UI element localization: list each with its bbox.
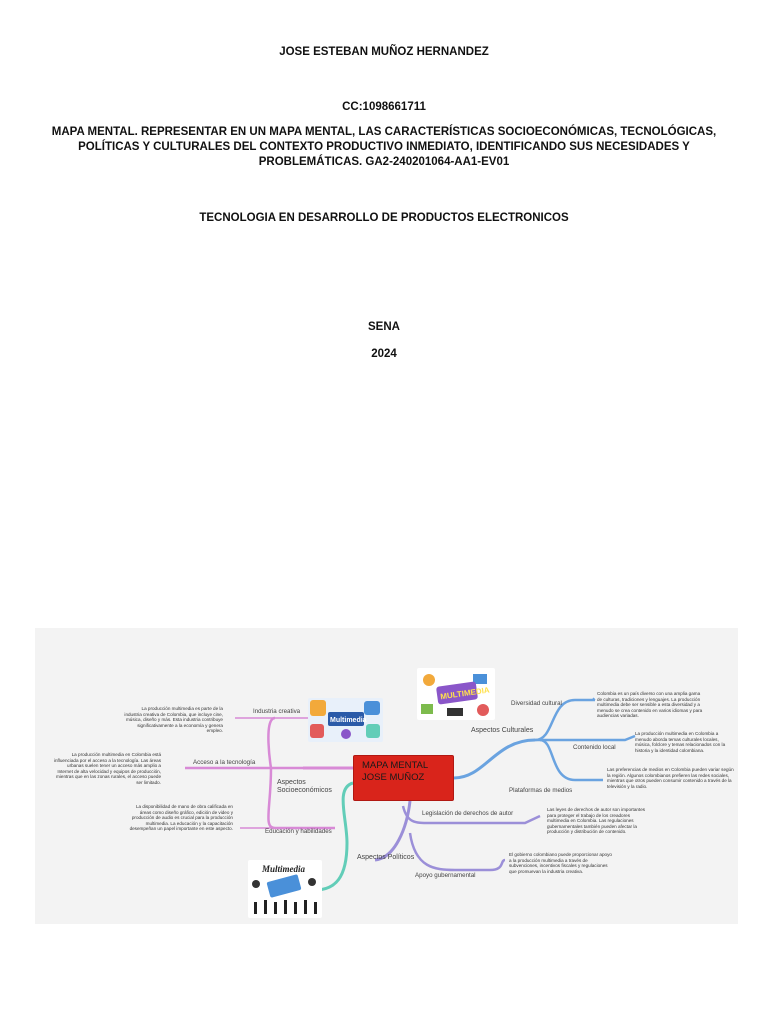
industria-text: La producción multimedia es parte de la industria creativa de Colombia, que incluye cine, música, diseño y más. Esta industria contribuye significativamente a la economía y genera empleo. — [124, 706, 223, 734]
document-title — [40, 125, 728, 170]
program-name: TECNOLOGIA EN DESARROLLO DE PRODUCTOS ELECTRONICOS — [199, 212, 569, 224]
id-number: CC:1098661711 — [342, 101, 426, 113]
legislacion-text: Las leyes de derechos de autor son importantes para proteger el trabajo de los creadores multimedia en Colombia. Las regulaciones gubernamentales también pueden afectar la producción y distribución de contenido. — [547, 807, 646, 835]
connector-cultural-cont — [535, 736, 635, 740]
year: 2024 — [371, 348, 397, 360]
apoyo-text: El gobierno colombiano puede proporcionar apoyo a la producción multimedia a través de subvenciones, incentivos fiscales y regulaciones que promuevan la industria creativa. — [509, 852, 612, 874]
connector-cultural-main — [454, 740, 535, 778]
author-name: JOSE ESTEBAN MUÑOZ HERNANDEZ — [279, 46, 489, 58]
plataformas-node[interactable]: Plataformas de medios — [509, 787, 573, 794]
mid-image-label: Multimedia — [330, 717, 367, 724]
diversidad-text: Colombia es un país diverso con una amplia gama de culturas, tradiciones y lenguajes. La producción multimedia debe ser sensible a esta diversidad y a menudo se crea contenido en varios idiomas y para audiencias variadas. — [597, 691, 703, 719]
legislacion-node[interactable]: Legislación de derechos de autor — [422, 810, 514, 817]
multimedia-image-mid — [308, 698, 383, 742]
acceso-text: La producción multimedia en Colombia está influenciada por el acceso a la tecnología. Las áreas urbanas suelen tener un acceso más amplio a Internet de alta velocidad y equipos de producción, mientras que en las zonas rurales, el acceso puede ser limitado. — [53, 752, 161, 785]
multimedia-illustration-icon — [417, 668, 495, 720]
connector-socio-educ — [268, 768, 335, 828]
diversidad-node[interactable]: Diversidad cultural — [511, 700, 562, 707]
industria-node[interactable]: Industria creativa — [253, 708, 301, 715]
acceso-node[interactable]: Acceso a la tecnología — [193, 759, 256, 766]
multimedia-icons-icon — [308, 698, 383, 742]
institution-name: SENA — [368, 321, 400, 333]
title-line-2: POLÍTICAS Y CULTURALES DEL CONTEXTO PRODUCTIVO INMEDIATO, IDENTIFICANDO SUS NECESIDADES Y — [78, 141, 690, 153]
mind-map — [35, 628, 738, 924]
apoyo-node[interactable]: Apoyo gubernamental — [415, 872, 476, 879]
multimedia-image-bottom — [248, 860, 322, 918]
central-node[interactable] — [353, 755, 454, 801]
title-line-1: MAPA MENTAL. REPRESENTAR EN UN MAPA MENTAL, LAS CARACTERÍSTICAS SOCIOECONÓMICAS, TECNOLÓGICAS, — [51, 126, 717, 138]
socio-label-line-1: Aspectos — [277, 779, 306, 786]
educacion-node[interactable]: Educación y habilidades — [265, 828, 332, 835]
connector-politico-apoyo — [410, 833, 505, 870]
socio-branch-label[interactable] — [277, 779, 357, 795]
contenido-text: La producción multimedia en Colombia a menudo aborda temas culturales locales, música, folclore y temas relacionados con la historia y la identidad colombiana. — [635, 731, 726, 753]
contenido-node[interactable]: Contenido local — [573, 744, 616, 751]
bottom-image-label: Multimedia — [262, 864, 306, 874]
multimedia-image-top — [417, 668, 495, 720]
educacion-text: La disponibilidad de mano de obra calificada en áreas como diseño gráfico, edición de video y producción de audio es crucial para la producción multimedia. La educación y la capacitación desempeñan un papel importante en este aspecto. — [129, 804, 233, 832]
title-line-3: PROBLEMÁTICAS. GA2-240201064-AA1-EV01 — [258, 156, 510, 168]
central-node-line-2: JOSE MUÑOZ — [362, 772, 425, 783]
central-node-line-1: MAPA MENTAL — [362, 760, 429, 771]
politico-branch-label[interactable]: Aspectos Políticos — [357, 854, 415, 861]
top-image-label: MULTIMEDIA — [439, 685, 491, 702]
multimedia-people-icon — [248, 860, 322, 918]
socio-label-line-2: Socioeconómicos — [277, 787, 332, 794]
plataformas-text: Las preferencias de medios en Colombia pueden variar según la región. Algunos colombianos prefieren las redes sociales, mientras que otros pueden consumir contenido a través de la televisión y la radio. — [607, 767, 734, 789]
cultural-branch-label[interactable]: Aspectos Culturales — [471, 727, 534, 734]
